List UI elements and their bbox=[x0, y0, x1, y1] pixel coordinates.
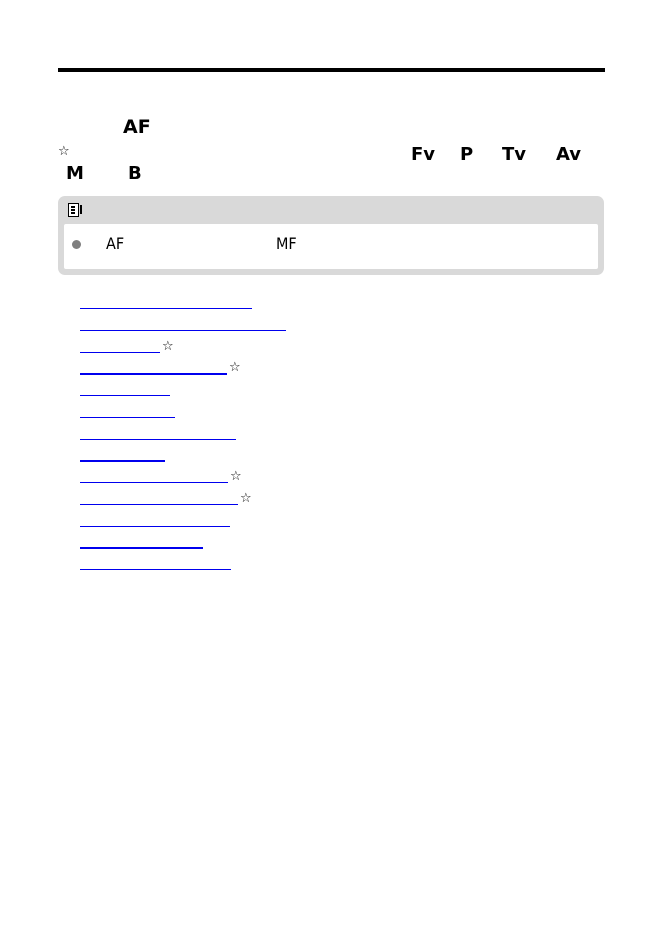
star-icon: ☆ bbox=[58, 144, 70, 159]
bullet-icon bbox=[72, 240, 81, 249]
link-underline[interactable] bbox=[80, 569, 231, 570]
link-underline[interactable] bbox=[80, 526, 230, 527]
link-underline[interactable] bbox=[80, 330, 286, 331]
note-box bbox=[58, 196, 604, 275]
link-underline[interactable] bbox=[80, 308, 252, 309]
link-underline[interactable] bbox=[80, 482, 228, 483]
mode-p-icon: P bbox=[460, 144, 474, 165]
link-underline[interactable] bbox=[80, 395, 170, 396]
link-underline[interactable] bbox=[80, 439, 236, 440]
note-af-glyph: AF bbox=[106, 234, 125, 253]
link-underline[interactable] bbox=[80, 352, 160, 353]
note-mf-glyph: MF bbox=[276, 234, 297, 253]
memo-icon bbox=[68, 203, 79, 217]
link-underline[interactable] bbox=[80, 460, 165, 461]
star-icon: ☆ bbox=[162, 338, 174, 354]
af-glyph: AF bbox=[123, 116, 151, 138]
mode-tv-icon: Tv bbox=[502, 144, 527, 165]
link-underline[interactable] bbox=[80, 417, 175, 418]
header-rule bbox=[58, 68, 605, 72]
star-icon: ☆ bbox=[240, 490, 252, 506]
mode-fv-icon: Fv bbox=[411, 144, 436, 165]
link-underline[interactable] bbox=[80, 373, 227, 374]
link-underline[interactable] bbox=[80, 504, 238, 505]
mode-b-icon: B bbox=[128, 163, 142, 184]
star-icon: ☆ bbox=[230, 469, 242, 484]
link-underline[interactable] bbox=[80, 547, 203, 548]
mode-m-icon: M bbox=[66, 163, 84, 184]
note-content bbox=[64, 224, 598, 269]
star-icon: ☆ bbox=[229, 360, 241, 376]
mode-av-icon: Av bbox=[556, 144, 582, 165]
